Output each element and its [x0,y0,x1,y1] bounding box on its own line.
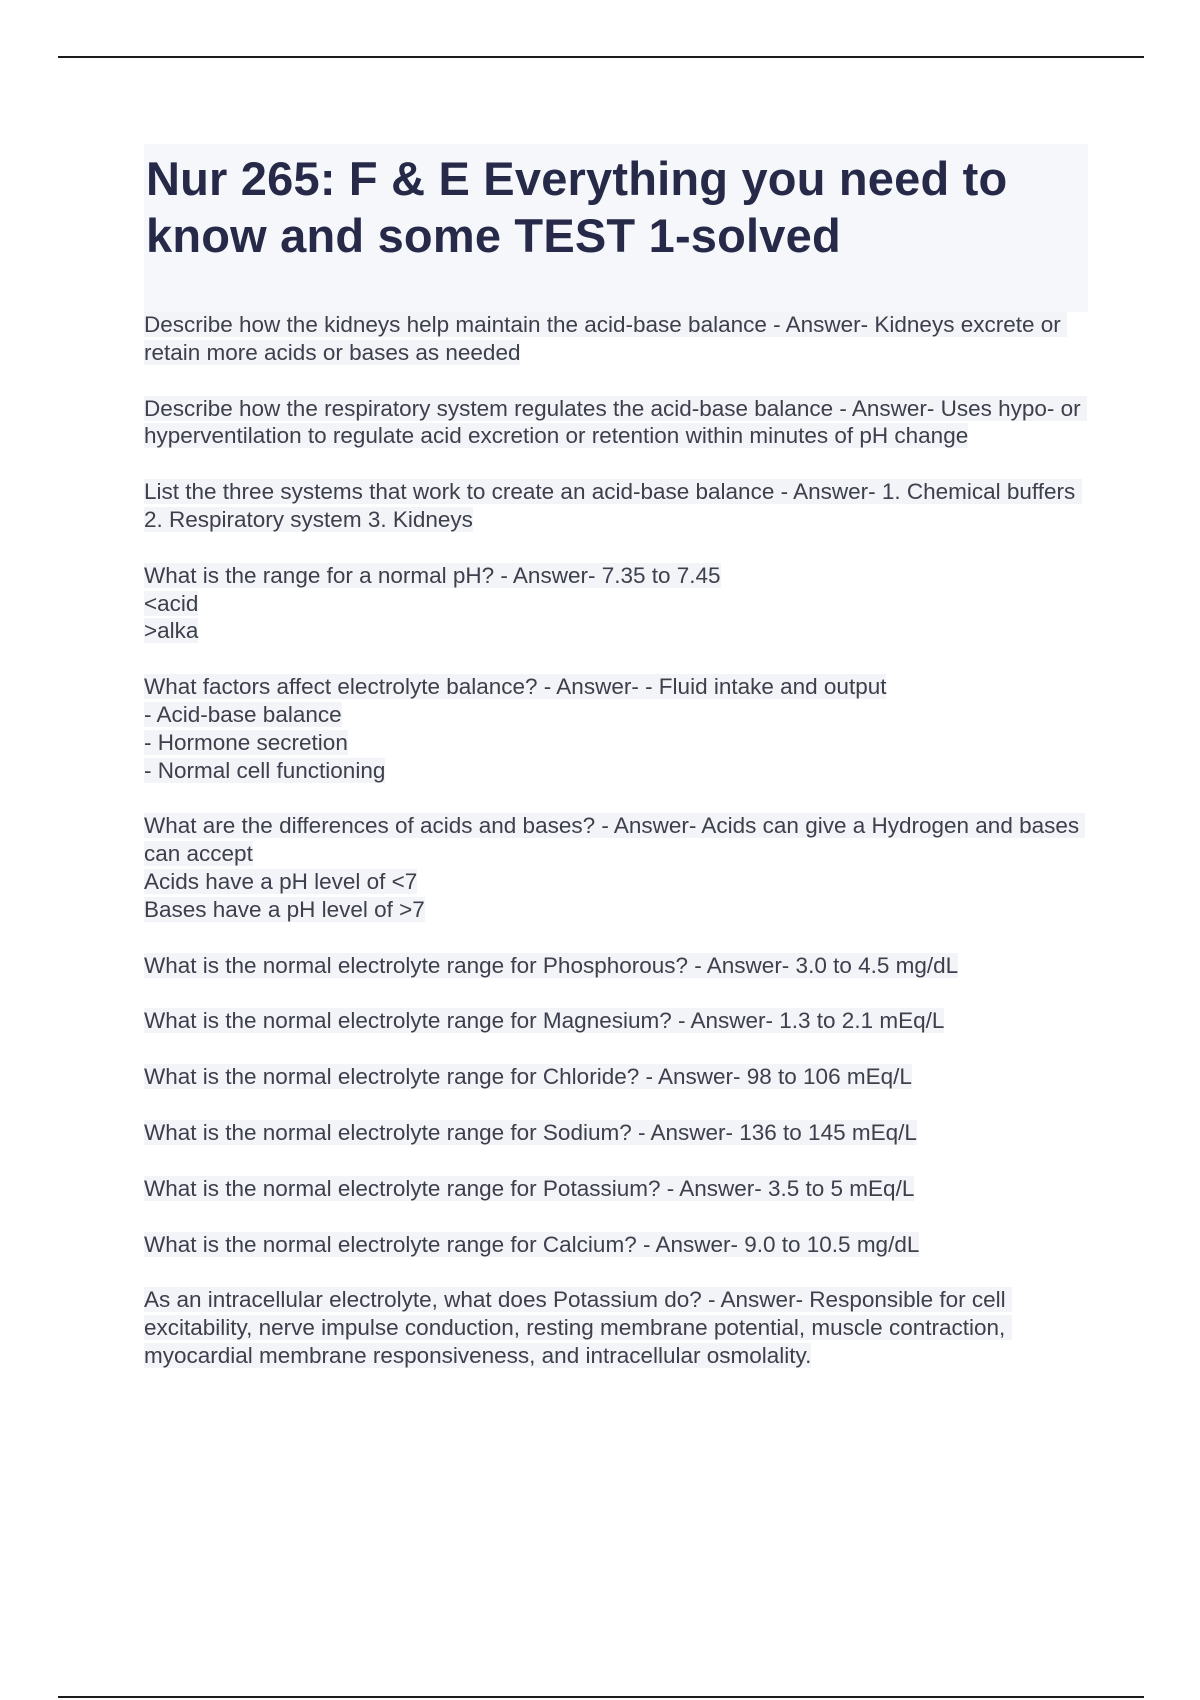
qa-line: Describe how the respiratory system regulates the acid-base balance - Answer- Uses hypo- or hyperventilation to regulate acid excretion or retention within minutes of pH change [144,395,1087,449]
qa-line: What is the normal electrolyte range for Potassium? - Answer- 3.5 to 5 mEq/L [144,1175,915,1201]
title-block [144,144,1088,312]
top-rule [58,56,1144,58]
qa-item-potassium-role [144,1286,1088,1369]
qa-item-kidneys [144,311,1088,367]
qa-item-electrolyte-factors [144,673,1088,784]
qa-line: Describe how the kidneys help maintain the acid-base balance - Answer- Kidneys excrete or retain more acids or bases as needed [144,312,1067,365]
qa-line: What is the normal electrolyte range for Magnesium? - Answer- 1.3 to 2.1 mEq/L [144,1008,945,1034]
qa-line: Bases have a pH level of >7 [144,896,425,922]
qa-line: - Hormone secretion [144,729,348,755]
qa-line: What is the normal electrolyte range for Phosphorous? - Answer- 3.0 to 4.5 mg/dL [144,952,959,978]
qa-line: What is the normal electrolyte range for Chloride? - Answer- 98 to 106 mEq/L [144,1064,912,1090]
qa-line: What are the differences of acids and bases? - Answer- Acids can give a Hydrogen and bases can accept [144,813,1086,867]
qa-line: What is the normal electrolyte range for Calcium? - Answer- 9.0 to 10.5 mg/dL [144,1231,920,1257]
qa-item-sodium [144,1119,1088,1147]
document-title: Nur 265: F & E Everything you need to know and some TEST 1-solved [146,152,1008,262]
qa-item-chloride [144,1063,1088,1091]
qa-line: What is the range for a normal pH? - Answer- 7.35 to 7.45 [144,562,721,588]
qa-line: What is the normal electrolyte range for Sodium? - Answer- 136 to 145 mEq/L [144,1119,917,1145]
qa-item-acids-bases [144,812,1088,923]
qa-line: - Acid-base balance [144,701,342,727]
qa-item-magnesium [144,1007,1088,1035]
qa-line: List the three systems that work to create an acid-base balance - Answer- 1. Chemical buffers 2. Respiratory system 3. Kidneys [144,479,1082,532]
qa-item-phosphorous [144,952,1088,980]
qa-line: - Normal cell functioning [144,757,386,783]
qa-line: As an intracellular electrolyte, what does Potassium do? - Answer- Responsible for cell excitability, nerve impulse conduction, resting membrane potential, muscle contraction, myocardial membrane responsiveness, and intracellular osmolality. [144,1287,1012,1368]
qa-line: >alka [144,618,199,644]
qa-line: <acid [144,590,199,616]
qa-item-calcium [144,1231,1088,1259]
qa-line: What factors affect electrolyte balance? - Answer- - Fluid intake and output [144,674,887,700]
qa-list [144,311,1088,1398]
qa-line: Acids have a pH level of <7 [144,868,418,894]
bottom-rule [58,1696,1144,1698]
qa-item-respiratory [144,395,1088,451]
qa-item-potassium [144,1175,1088,1203]
qa-item-three-systems [144,478,1088,534]
qa-item-normal-ph [144,562,1088,645]
